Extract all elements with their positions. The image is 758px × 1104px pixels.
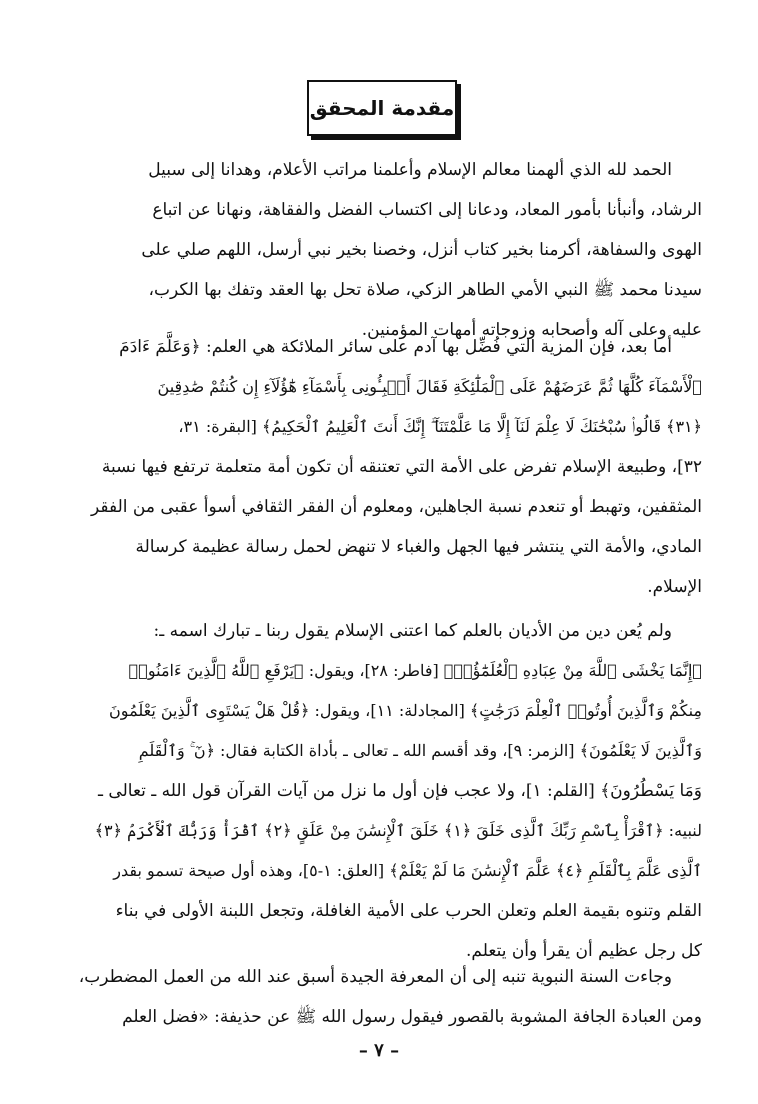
paragraph-knowledge (62, 611, 702, 971)
text-line: أما بعد، فإن المزية التي فُضِّل بها آدم على سائر الملائكة هي العلم: ﴿وَعَلَّمَ ءَادَمَ (119, 337, 672, 357)
section-title: مقدمة المحقق (309, 96, 455, 120)
paragraph-sunnah (62, 957, 702, 1037)
text-line: كل رجل عظيم أن يقرأ وأن يتعلم. (466, 941, 702, 961)
text-line: سيدنا محمد ﷺ النبي الأمي الطاهر الزكي، صلاة تحل بها العقد وتفك بها الكرب، (148, 280, 702, 300)
text-line: ٣٢]، وطبيعة الإسلام تفرض على الأمة التي تعتنقه أن تكون أمة متعلمة ترتفع فيها نسبة (101, 457, 702, 477)
text-line: الحمد لله الذي ألهمنا معالم الإسلام وأعلمنا مراتب الأعلام، وهدانا إلى سبيل (148, 160, 672, 180)
paragraph-intro (62, 150, 702, 350)
text-line: وَٱلَّذِينَ لَا يَعْلَمُونَ﴾ [الزمر: ٩]، وقد أقسم الله ـ تعالى ـ بأداة الكتابة فقال: ﴿نٓ ۚ وَٱلْقَلَمِ (138, 741, 702, 760)
text-line: ولم يُعن دين من الأديان بالعلم كما اعتنى الإسلام يقول ربنا ـ تبارك اسمه ـ: (153, 621, 672, 641)
text-line: مِنكُمْ وَٱلَّذِينَ أُوتُوا۟ ٱلْعِلْمَ دَرَجَٰتٍ﴾ [المجادلة: ١١]، ويقول: ﴿قُلْ هَلْ يَسْتَوِى ٱلَّذِينَ يَعْلَمُونَ (109, 701, 702, 720)
text-line: ٱلْأَسْمَآءَ كُلَّهَا ثُمَّ عَرَضَهُمْ عَلَى ٱلْمَلَٰٓئِكَةِ فَقَالَ أَنۢبِـُٔونِى بِأَسْمَآءِ هَٰٓؤُلَآءِ إِن كُنتُمْ صَٰدِقِينَ (157, 377, 702, 396)
text-line: الرشاد، وأنبأنا بأمور المعاد، ودعانا إلى اكتساب الفضل والفقاهة، ونهانا عن اتباع (152, 200, 702, 220)
text-line: ﴿٣١﴾ قَالُوا۟ سُبْحَٰنَكَ لَا عِلْمَ لَنَآ إِلَّا مَا عَلَّمْتَنَآ ۖ إِنَّكَ أَنتَ ٱلْعَلِيمُ ٱلْحَكِيمُ﴾ [البقرة: ٣١، (178, 417, 702, 436)
text-line: ومن العبادة الجافة المشوبة بالقصور فيقول رسول الله ﷺ عن حذيفة: «فضل العلم (122, 1007, 702, 1027)
text-line: عليه وعلى آله وأصحابه وزوجاته أمهات المؤمنين. (361, 320, 702, 340)
text-line: القلم وتنوه بقيمة العلم وتعلن الحرب على الأمية الغافلة، وتجعل اللبنة الأولى في بناء (115, 901, 702, 921)
paragraph-adam (62, 327, 702, 607)
text-line: ﴿إِنَّمَا يَخْشَى ٱللَّهَ مِنْ عِبَادِهِ ٱلْعُلَمَٰٓؤُا۟﴾ [فاطر: ٢٨]، ويقول: ﴿يَرْفَعِ ٱللَّهُ ٱلَّذِينَ ءَامَنُوا۟ (128, 661, 702, 680)
text-line: الإسلام. (647, 577, 702, 597)
text-line: الهوى والسفاهة، أكرمنا بخير كتاب أنزل، وخصنا بخير نبي أرسل، اللهم صلي على (141, 240, 702, 260)
text-line: ٱلَّذِى عَلَّمَ بِٱلْقَلَمِ ﴿٤﴾ عَلَّمَ ٱلْإِنسَٰنَ مَا لَمْ يَعْلَمْ﴾ [العلق: ١-٥]، وهذه أول صيحة تسمو بقدر (113, 861, 702, 880)
text-line: المادي، والأمة التي ينتشر فيها الجهل والغباء لا تنهض لحمل رسالة عظيمة كرسالة (135, 537, 702, 557)
section-title-box (307, 80, 457, 136)
text-line: وجاءت السنة النبوية تنبه إلى أن المعرفة الجيدة أسبق عند الله من العمل المضطرب، (78, 967, 672, 987)
text-line: وَمَا يَسْطُرُونَ﴾ [القلم: ١]، ولا عجب فإن أول ما نزل من آيات القرآن قول الله ـ تعالى ـ (98, 781, 702, 801)
text-line: المثقفين، وتهبط أو تنعدم نسبة الجاهلين، ومعلوم أن الفقر الثقافي أسوأ عقبى من الفقر (91, 497, 702, 517)
text-line: لنبيه: ﴿ٱقْرَأْ بِٱسْمِ رَبِّكَ ٱلَّذِى خَلَقَ ﴿١﴾ خَلَقَ ٱلْإِنسَٰنَ مِنْ عَلَقٍ ﴿٢﴾ ٱقْرَأْ وَرَبُّكَ ٱلْأَكْرَمُ ﴿٣﴾ (94, 821, 702, 840)
page-number: – ٧ – (358, 1040, 400, 1061)
